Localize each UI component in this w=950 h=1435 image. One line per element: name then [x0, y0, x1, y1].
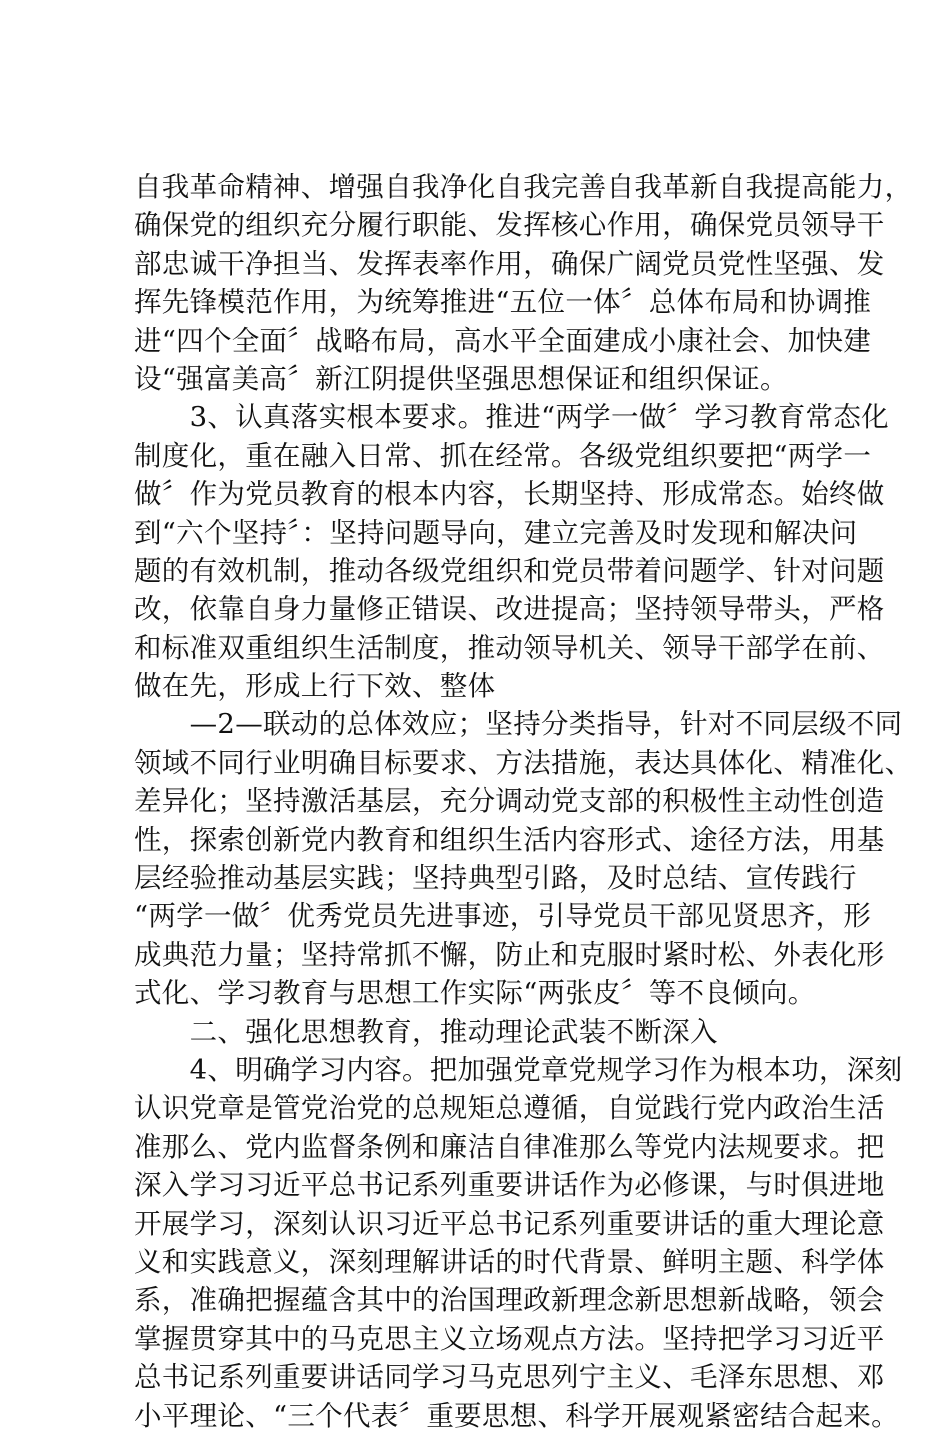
- text-line: 开展学习，深刻认识习近平总书记系列重要讲话的重大理论意: [134, 1207, 885, 1240]
- text-line: 题的有效机制，推动各级党组织和党员带着问题学、针对问题: [134, 554, 885, 587]
- text-line: 设“强富美高〞新江阴提供坚强思想保证和组织保证。: [134, 362, 788, 395]
- text-line: 挥先锋模范作用，为统筹推进“五位一体〞总体布局和协调推: [134, 286, 872, 319]
- text-line: 做〞作为党员教育的根本内容，长期坚持、形成常态。始终做: [134, 478, 885, 511]
- text-line: 系，准确把握蕴含其中的治国理政新理念新思想新战略，领会: [134, 1284, 885, 1317]
- text-line: “两学一做〞优秀党员先进事迹，引导党员干部见贤思齐，形: [134, 900, 872, 933]
- text-line: 和标准双重组织生活制度，推动领导机关、领导干部学在前、: [134, 631, 885, 664]
- paragraph-heading-3: 3、认真落实根本要求。推进“两学一做〞学习教育常态化: [134, 401, 889, 434]
- section-heading: 二、强化思想教育，推动理论武装不断深入: [134, 1015, 718, 1048]
- text-line: 做在先，形成上行下效、整体: [134, 670, 496, 703]
- page-number-line: —2—联动的总体效应；坚持分类指导，针对不同层级不同: [134, 708, 903, 741]
- paragraph-heading-4: 4、明确学习内容。把加强党章党规学习作为根本功，深刻: [134, 1053, 903, 1086]
- text-line: 掌握贯穿其中的马克思主义立场观点方法。坚持把学习习近平: [134, 1322, 885, 1355]
- text-line: 差异化；坚持激活基层，充分调动党支部的积极性主动性创造: [134, 785, 885, 818]
- text-line: 确保党的组织充分履行职能、发挥核心作用，确保党员领导干: [134, 209, 885, 242]
- text-line: 义和实践意义，深刻理解讲话的时代背景、鲜明主题、科学体: [134, 1245, 885, 1278]
- document-body: [134, 168, 913, 1435]
- text-line: 成典范力量；坚持常抓不懈，防止和克服时紧时松、外表化形: [134, 938, 885, 971]
- text-line: 改，依靠自身力量修正错误、改进提高；坚持领导带头，严格: [134, 593, 885, 626]
- text-line: 式化、学习教育与思想工作实际“两张皮〞等不良倾向。: [134, 977, 816, 1010]
- text-line: 制度化，重在融入日常、抓在经常。各级党组织要把“两学一: [134, 439, 872, 472]
- text-line: 到“六个坚持〞：坚持问题导向，建立完善及时发现和解决问: [134, 516, 858, 549]
- text-line: 部忠诚干净担当、发挥表率作用，确保广阔党员党性坚强、发: [134, 247, 885, 280]
- text-line: 深入学习习近平总书记系列重要讲话作为必修课，与时俱进地: [134, 1169, 885, 1202]
- text-line: 领域不同行业明确目标要求、方法措施，表达具体化、精准化、: [134, 746, 913, 779]
- text-line: 准那么、党内监督条例和廉洁自律准那么等党内法规要求。把: [134, 1130, 885, 1163]
- text-line: 性，探索创新党内教育和组织生活内容形式、途径方法，用基: [134, 823, 885, 856]
- text-line: 层经验推动基层实践；坚持典型引路，及时总结、宣传践行: [134, 862, 857, 895]
- text-line: 小平理论、“三个代表〞重要思想、科学开展观紧密结合起来。: [134, 1399, 899, 1432]
- text-line: 认识党章是管党治党的总规矩总遵循，自觉践行党内政治生活: [134, 1092, 885, 1125]
- text-line: 进“四个全面〞战略布局，高水平全面建成小康社会、加快建: [134, 324, 872, 357]
- text-line: 自我革命精神、增强自我净化自我完善自我革新自我提高能力，: [134, 171, 913, 203]
- text-line: 总书记系列重要讲话同学习马克思列宁主义、毛泽东思想、邓: [134, 1361, 885, 1394]
